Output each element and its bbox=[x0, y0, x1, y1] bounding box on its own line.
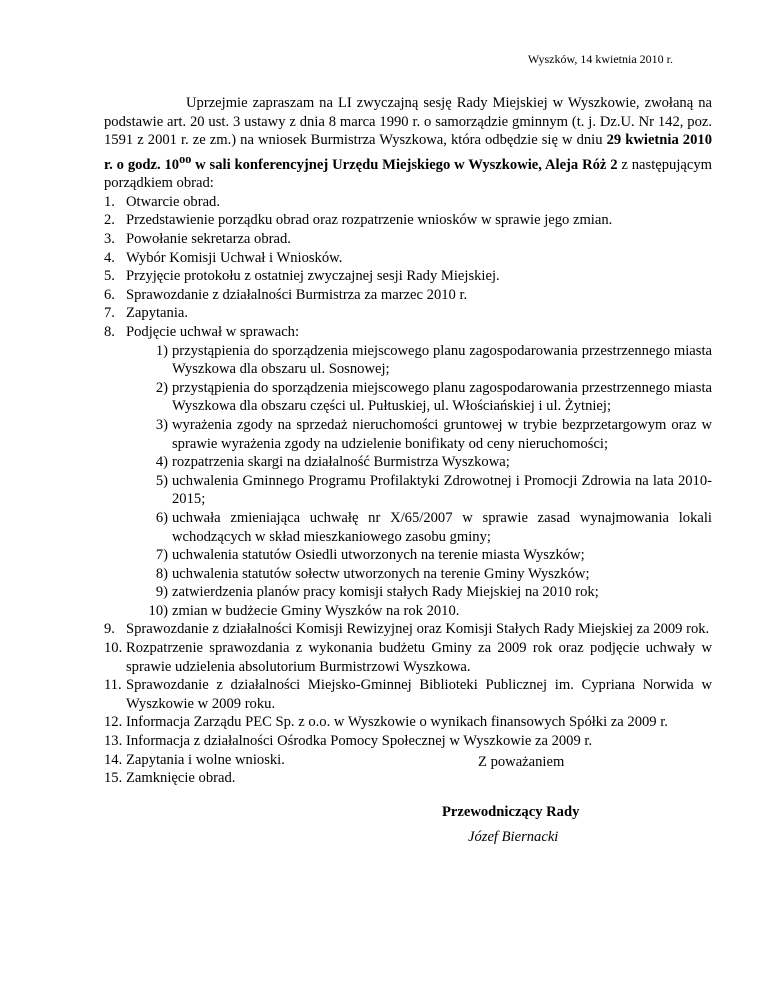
intro-text: Uprzejmie zapraszam na LI zwyczajną sesję Rady Miejskiej w Wyszkowie, zwołaną na podstawie art. 20 ust. 3 ustawy z dnia 8 marca 1990 r. o samorządzie gminnym (t. j. Dz.U. Nr 142, poz. 1591 z 2001 r. ze zm.) na wniosek Burmistrza Wyszkowa, która odbędzie się w dniu bbox=[104, 95, 712, 149]
agenda-text: Wybór Komisji Uchwał i Wniosków. bbox=[126, 249, 343, 266]
resolution-number: 3) bbox=[155, 416, 168, 433]
agenda-item bbox=[104, 639, 712, 676]
agenda-text: Zapytania i wolne wnioski. bbox=[126, 751, 285, 768]
agenda-text: Przedstawienie porządku obrad oraz rozpatrzenie wniosków w sprawie jego zmian. bbox=[126, 212, 613, 229]
resolution-item bbox=[126, 583, 712, 602]
meeting-date: 29 kwietnia 2010 r. o godz. 10 bbox=[104, 132, 712, 173]
resolution-number: 9) bbox=[155, 584, 168, 601]
agenda-item bbox=[104, 323, 712, 621]
agenda-text: Sprawozdanie z działalności Burmistrza za marzec 2010 r. bbox=[126, 286, 468, 303]
resolution-text: uchwała zmieniająca uchwałę nr X/65/2007 w sprawie zasad wynajmowania lokali wchodzących w skład mieszkaniowego zasobu gminy; bbox=[172, 509, 712, 545]
resolution-item bbox=[126, 565, 712, 584]
resolution-text: zmian w budżecie Gminy Wyszków na rok 2010. bbox=[172, 602, 460, 619]
agenda-number: 3. bbox=[104, 231, 115, 248]
agenda-text: Zapytania. bbox=[126, 305, 188, 322]
place-date: Wyszków, 14 kwietnia 2010 r. bbox=[527, 52, 673, 66]
resolution-item bbox=[126, 416, 712, 453]
chair-title: Przewodniczący Rady bbox=[442, 804, 580, 820]
agenda-number: 4. bbox=[104, 249, 115, 266]
closing-salutation: Z poważaniem bbox=[478, 754, 565, 770]
hour-superscript: oo bbox=[179, 151, 192, 166]
agenda-number: 1. bbox=[104, 193, 115, 210]
agenda-item bbox=[104, 193, 712, 212]
agenda-number: 10. bbox=[104, 640, 123, 657]
agenda-text: Rozpatrzenie sprawozdania z wykonania budżetu Gminy za 2009 rok oraz podjęcie uchwały w sprawie udzielenia absolutorium Burmistrzowi Wyszkowa. bbox=[126, 640, 712, 675]
agenda-item bbox=[104, 286, 712, 305]
agenda-text: Przyjęcie protokołu z ostatniej zwyczajnej sesji Rady Miejskiej. bbox=[126, 268, 500, 285]
resolution-text: przystąpienia do sporządzenia miejscowego planu zagospodarowania przestrzennego miasta Wyszkowa dla obszaru części ul. Pułtuskiej, ul. Włościańskiej i ul. Żytniej; bbox=[172, 379, 712, 415]
letter-body bbox=[104, 94, 712, 788]
chair-name: Józef Biernacki bbox=[468, 829, 559, 845]
resolution-item bbox=[126, 379, 712, 416]
agenda-number: 12. bbox=[104, 714, 123, 731]
resolution-number: 4) bbox=[155, 454, 168, 471]
resolution-item bbox=[126, 509, 712, 546]
agenda-text: Zamknięcie obrad. bbox=[126, 770, 236, 787]
agenda-item bbox=[104, 751, 712, 770]
agenda-item bbox=[104, 230, 712, 249]
agenda-item bbox=[104, 769, 712, 788]
agenda-number: 15. bbox=[104, 770, 123, 787]
resolution-number: 6) bbox=[155, 509, 168, 526]
resolution-item bbox=[126, 453, 712, 472]
agenda-number: 7. bbox=[104, 305, 115, 322]
resolution-text: uchwalenia Gminnego Programu Profilaktyki Zdrowotnej i Promocji Zdrowia na lata 2010-2015; bbox=[172, 472, 712, 508]
resolution-item bbox=[126, 546, 712, 565]
resolution-text: przystąpienia do sporządzenia miejscowego planu zagospodarowania przestrzennego miasta Wyszkowa dla obszaru ul. Sosnowej; bbox=[172, 342, 712, 378]
agenda-number: 9. bbox=[104, 621, 115, 638]
resolution-text: wyrażenia zgody na sprzedaż nieruchomości gruntowej w trybie bezprzetargowym oraz w sprawie wyrażenia zgody na udzielenie bonifikaty od ceny nieruchomości; bbox=[172, 416, 712, 452]
resolution-number: 8) bbox=[155, 565, 168, 582]
agenda-item bbox=[104, 267, 712, 286]
resolution-text: rozpatrzenia skargi na działalność Burmistrza Wyszkowa; bbox=[172, 454, 510, 471]
meeting-location: w sali konferencyjnej Urzędu Miejskiego w Wyszkowie, Aleja Róż 2 bbox=[191, 156, 618, 173]
agenda-number: 8. bbox=[104, 323, 115, 340]
agenda-item bbox=[104, 211, 712, 230]
agenda-number: 13. bbox=[104, 733, 123, 750]
agenda-item bbox=[104, 620, 712, 639]
agenda-text: Otwarcie obrad. bbox=[126, 193, 221, 210]
agenda-text: Sprawozdanie z działalności Miejsko-Gminnej Biblioteki Publicznej im. Cypriana Norwida w Wyszkowie w 2009 roku. bbox=[126, 677, 712, 712]
resolution-number: 2) bbox=[155, 379, 168, 396]
agenda-text: Powołanie sekretarza obrad. bbox=[126, 231, 291, 248]
resolutions-list bbox=[126, 342, 712, 621]
agenda-number: 5. bbox=[104, 268, 115, 285]
agenda-text: Sprawozdanie z działalności Komisji Rewizyjnej oraz Komisji Stałych Rady Miejskiej za 2009 rok. bbox=[126, 621, 710, 638]
agenda-number: 2. bbox=[104, 212, 115, 229]
agenda-number: 14. bbox=[104, 751, 123, 768]
resolution-item bbox=[126, 472, 712, 509]
resolution-item bbox=[126, 602, 712, 621]
agenda-text: Podjęcie uchwał w sprawach: bbox=[126, 323, 300, 340]
agenda-item bbox=[104, 249, 712, 268]
resolution-item bbox=[126, 342, 712, 379]
agenda-list bbox=[104, 193, 712, 788]
agenda-number: 6. bbox=[104, 286, 115, 303]
agenda-item bbox=[104, 713, 712, 732]
agenda-text: Informacja z działalności Ośrodka Pomocy Społecznej w Wyszkowie za 2009 r. bbox=[126, 733, 593, 750]
agenda-item bbox=[104, 732, 712, 751]
resolution-text: uchwalenia statutów Osiedli utworzonych na terenie miasta Wyszków; bbox=[172, 547, 585, 564]
agenda-item bbox=[104, 304, 712, 323]
agenda-number: 11. bbox=[104, 677, 122, 694]
resolution-text: uchwalenia statutów sołectw utworzonych na terenie Gminy Wyszków; bbox=[172, 565, 590, 582]
resolution-number: 7) bbox=[155, 547, 168, 564]
agenda-text: Informacja Zarządu PEC Sp. z o.o. w Wyszkowie o wynikach finansowych Spółki za 2009 r. bbox=[126, 714, 668, 731]
resolution-text: zatwierdzenia planów pracy komisji stałych Rady Miejskiej na 2010 rok; bbox=[172, 584, 599, 601]
agenda-item bbox=[104, 676, 712, 713]
invitation-paragraph bbox=[104, 94, 712, 193]
resolution-number: 10) bbox=[148, 602, 168, 619]
resolution-number: 5) bbox=[155, 472, 168, 489]
resolution-number: 1) bbox=[155, 342, 168, 359]
intro-tail: z następującym porządkiem obrad: bbox=[104, 156, 712, 192]
